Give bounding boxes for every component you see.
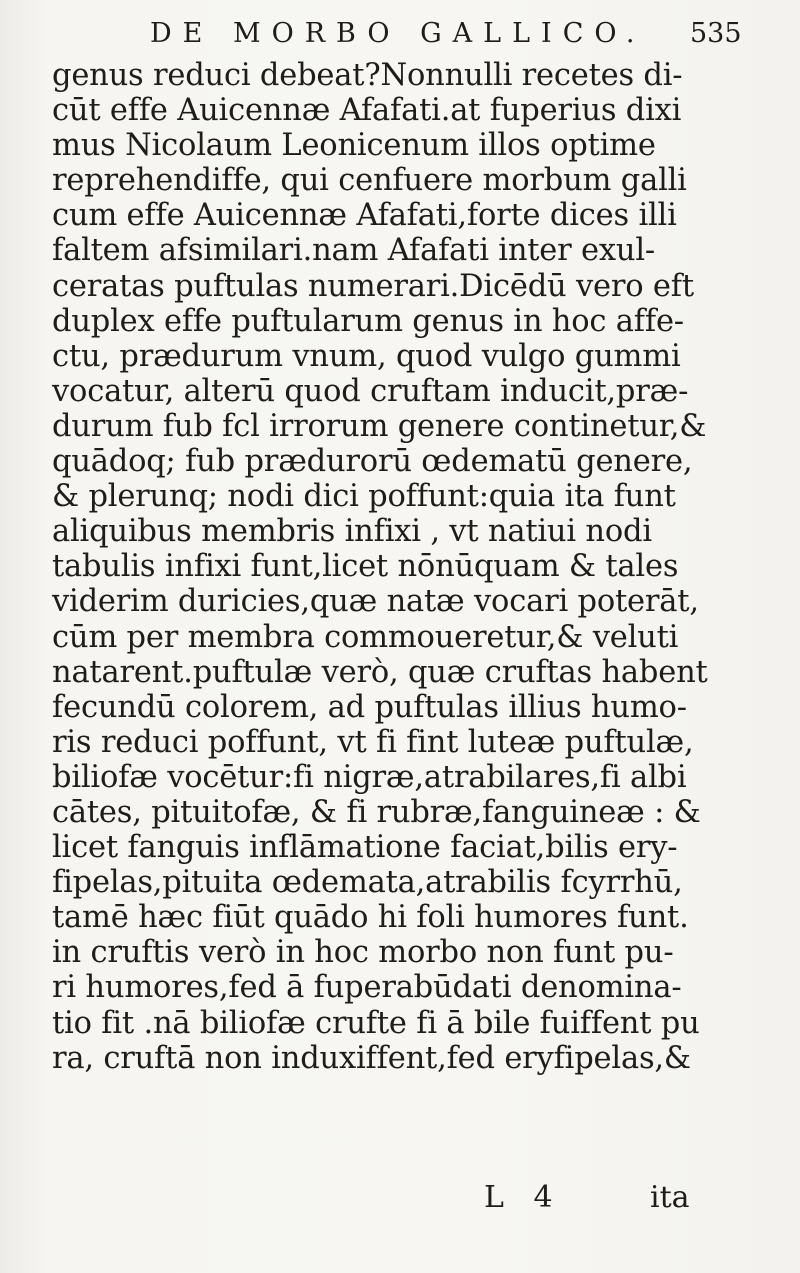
text-line: quādoq; fub prædurorū œdematū genere, [52, 444, 693, 480]
text-line: ri humores,fed ā fuperabūdati denomina- [52, 970, 682, 1006]
text-line: cūt effe Auicennæ Afafati.at fuperius dixi [52, 93, 682, 129]
text-line: fecundū colorem, ad puftulas illius humo- [52, 689, 687, 725]
text-line: in cruftis verò in hoc morbo non funt pu- [52, 935, 674, 971]
text-line: durum fub fcl irrorum genere continetur,& [52, 408, 707, 444]
text-line: viderim duricies,quæ natæ vocari poterāt, [52, 584, 699, 620]
text-line: tio fit .nā biliofæ crufte fi ā bile fuiffent pu [52, 1005, 700, 1041]
text-line: tabulis infixi funt,licet nōnūquam & tales [52, 549, 679, 585]
text-line: biliofæ vocētur:fi nigræ,atrabilares,fi albi [52, 759, 687, 795]
text-line: duplex effe puftularum genus in hoc affe- [52, 303, 684, 339]
text-line: & plerunq; nodi dici poffunt:quia ita funt [52, 479, 676, 515]
text-line: fipelas,pituita œdemata,atrabilis fcyrrhū, [52, 865, 683, 901]
text-line: ra, cruftā non induxiffent,fed eryfipelas,& [52, 1040, 691, 1076]
text-line: natarent.puftulæ verò, quæ cruftas habent [52, 654, 708, 690]
running-head [60, 18, 780, 58]
text-line: licet fanguis inflāmatione faciat,bilis ery- [52, 830, 678, 866]
text-line: genus reduci debeat?Nonnulli recetes di- [52, 58, 683, 93]
text-line: ris reduci poffunt, vt fi fint luteæ puftulæ, [52, 724, 694, 760]
text-line: ceratas puftulas numerari.Dicēdū vero eft [52, 268, 694, 304]
catchword: ita [650, 1180, 690, 1215]
text-line: ctu, prædurum vnum, quod vulgo gummi [52, 338, 681, 374]
text-line: tamē hæc fiūt quādo hi foli humores funt. [52, 900, 689, 936]
text-line: vocatur, alterū quod cruftam inducit,præ- [52, 373, 689, 409]
text-line: faltem afsimilari.nam Afafati inter exul- [52, 233, 655, 269]
signature-mark: L 4 [484, 1180, 563, 1215]
text-line: reprehendiffe, qui cenfuere morbum galli [52, 163, 687, 199]
running-title: DE MORBO GALLICO. [150, 18, 646, 49]
page-number: 535 [690, 18, 742, 49]
body-text [52, 58, 752, 1076]
text-line: cum effe Auicennæ Afafati,forte dices illi [52, 198, 677, 234]
page-footer [52, 1180, 752, 1220]
text-line: cātes, pituitofæ, & fi rubræ,fanguineæ : & [52, 794, 701, 830]
text-line: aliquibus membris infixi , vt natiui nodi [52, 514, 652, 550]
text-line: mus Nicolaum Leonicenum illos optime [52, 128, 656, 164]
text-line: cūm per membra commoueretur,& veluti [52, 619, 679, 655]
